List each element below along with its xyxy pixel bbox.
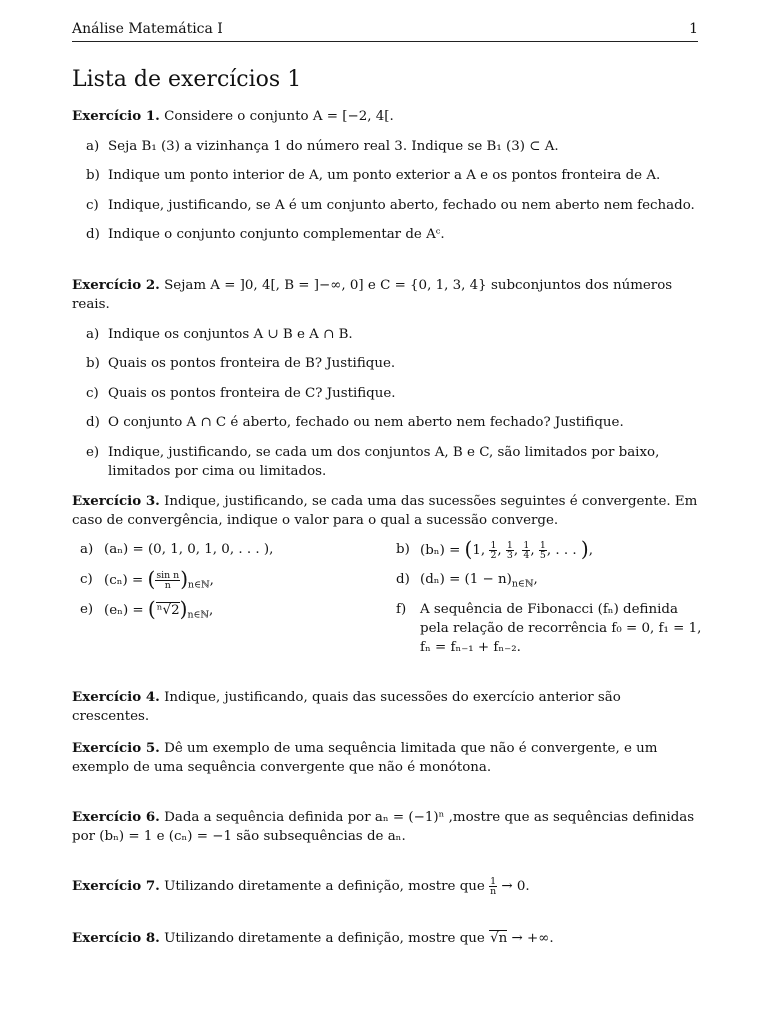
square-root: √n (490, 931, 508, 946)
exercise-7: Exercício 7. Utilizando diretamente a definição, mostre que $\frac{1}{n}$ → 0. (72, 876, 530, 897)
list-item: e) Indique, justificando, se cada um dos conjuntos A, B e C, são limitados por baixo, limitados por cima ou limitados. (86, 444, 660, 479)
exercise-2 (72, 276, 698, 481)
header-title: Análise Matemática I (72, 21, 223, 37)
exercise-6 (72, 808, 698, 846)
exercise-5 (72, 739, 698, 777)
exercise-4 (72, 688, 698, 726)
header-page-number: 1 (689, 21, 698, 37)
exercise-statement: Indique, justificando, se cada uma das sucessões seguintes é convergente. Em caso de convergência, indique o valor para o qual a sucessão converge. (72, 494, 698, 528)
exercise-statement: Dada a sequência definida por aₙ = (−1)ⁿ ,mostre que as sequências definidas por (bₙ) = 1 e (cₙ) = −1 são subsequências de aₙ. (72, 810, 695, 844)
list-item: d) Indique o conjunto conjunto complementar de Aᶜ. (86, 227, 445, 242)
list-item: a) Indique os conjuntos A ∪ B e A ∩ B. (86, 326, 353, 342)
exercise-heading: Exercício 4. (72, 689, 160, 705)
running-header (72, 20, 698, 42)
item-list (72, 325, 698, 481)
exercise-heading: Exercício 2. (72, 277, 160, 293)
exercise-heading: Exercício 6. (72, 809, 160, 825)
exercise-statement: Indique, justificando, quais das sucessões do exercício anterior são crescentes. (72, 690, 621, 724)
list-item: c) Indique, justificando, se A é um conjunto aberto, fechado ou nem aberto nem fechado. (86, 197, 695, 213)
exercise-statement: Considere o conjunto A = [−2, 4[. (164, 109, 394, 124)
fraction: $\frac{1}{n}$ (490, 876, 497, 897)
exercise-3: Exercício 3. Indique, justificando, se cada uma das sucessões seguintes é convergente. Em caso de convergência, indique o valor para o qual a sucessão converge. a) (aₙ) = (0, 1, 0, 1, 0, . . . ), b) (bₙ) = (1, $\frac{1}{2}$ , $\frac{1}{3}$ , $\frac{1}{4}$ , $\frac{1}{5}$ , . . . ), c) (cₙ) = ( $\frac{\text{sin n}}{n}$ )$_{n\in ℕ}$, d) $(d_n) = (1 - n)_{n\in ℕ}$, e) $(e_n) = (^n√2)_{n\in ℕ}$, f) A sequência de Fibonacci (fₙ) definida pela relação de recorrência f₀ = 0, f₁ = 1, fₙ = fₙ₋₁ + fₙ₋₂. (72, 493, 702, 655)
exercise-statement: Dê um exemplo de uma sequência limitada que não é convergente, e um exemplo de uma sequência convergente que não é monótona. (72, 741, 658, 775)
exercise-heading: Exercício 1. (72, 108, 160, 124)
page-title: Lista de exercícios 1 (72, 67, 302, 92)
item-list (72, 137, 698, 245)
fraction-denominator: 2 (490, 550, 497, 561)
exercise-heading: Exercício 5. (72, 740, 160, 756)
list-item: a) Seja B₁ (3) a vizinhança 1 do número real 3. Indique se B₁ (3) ⊂ A. (86, 138, 559, 154)
exercise-statement: Sejam A = ]0, 4[, B = ]−∞, 0] e C = {0, 1, 3, 4} subconjuntos dos números reais. (72, 278, 673, 312)
list-item: c) Quais os pontos fronteira de C? Justifique. (86, 385, 396, 401)
exercise-heading: Exercício 8. (72, 930, 160, 946)
list-item: b) Indique um ponto interior de A, um ponto exterior a A e os pontos fronteira de A. (86, 168, 661, 183)
list-item: d) O conjunto A ∩ C é aberto, fechado ou nem aberto nem fechado? Justifique. (86, 415, 624, 430)
fraction-numerator: 1 (490, 540, 497, 551)
exercise-8: Exercício 8. Utilizando diretamente a definição, mostre que √n → +∞. (72, 930, 554, 946)
list-item: b) Quais os pontos fronteira de B? Justifique. (86, 356, 396, 371)
exercise-heading: Exercício 7. (72, 878, 160, 894)
exercise-1 (72, 107, 698, 244)
exercise-heading: Exercício 3. (72, 493, 160, 509)
